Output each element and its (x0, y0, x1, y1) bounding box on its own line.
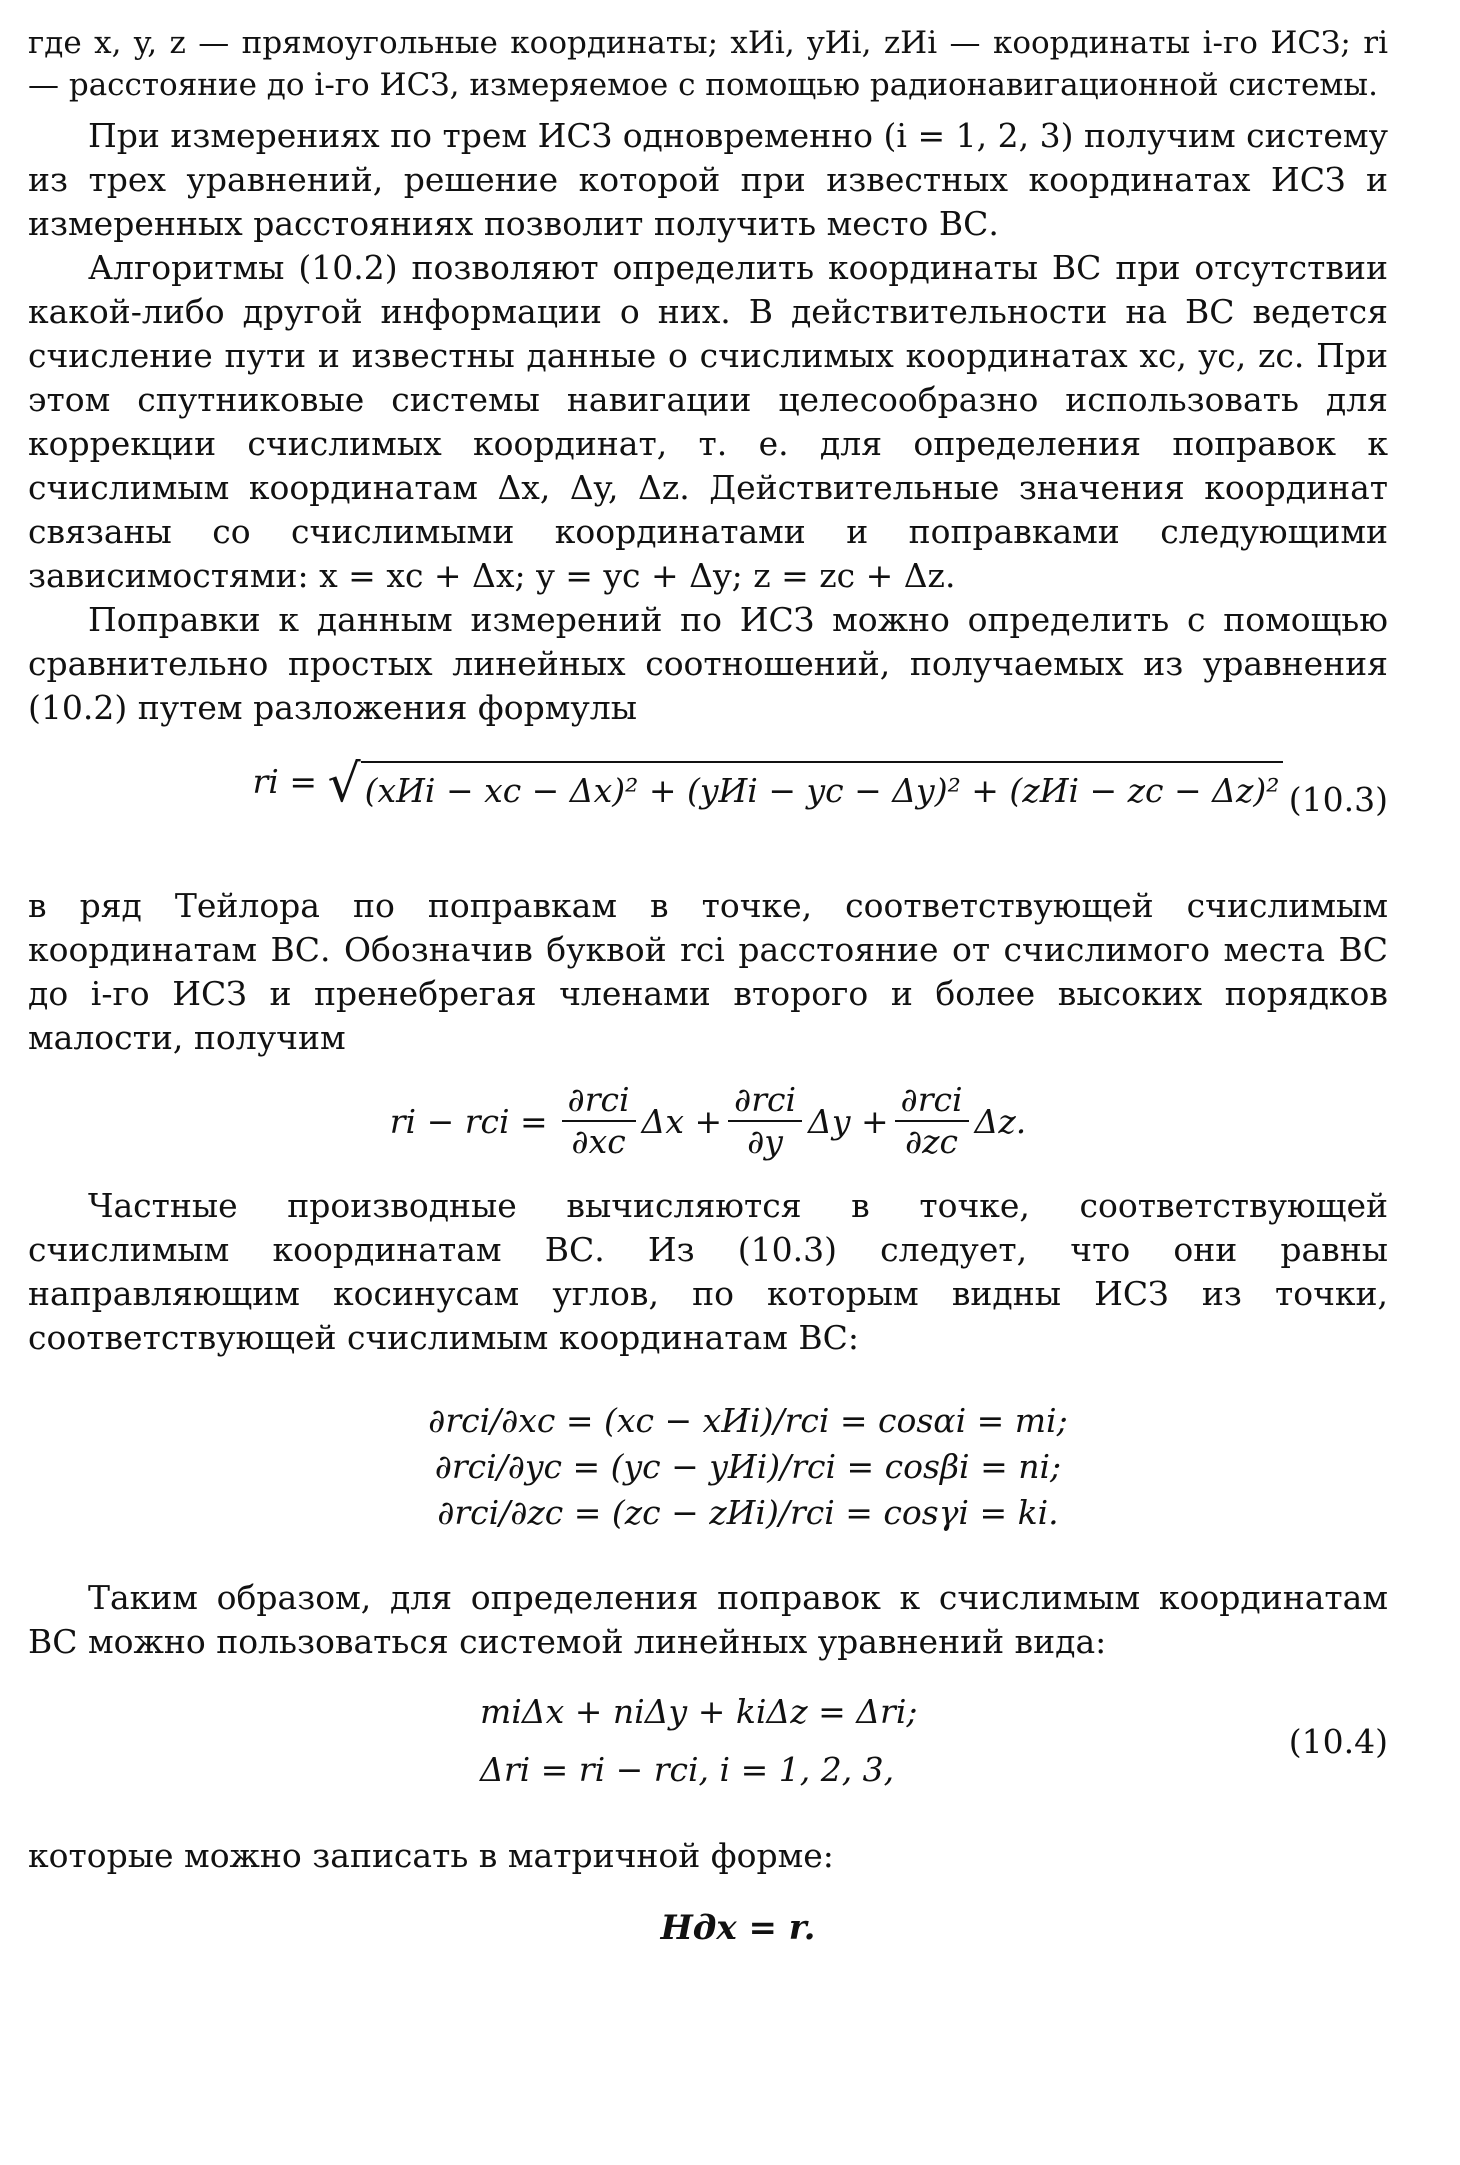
paragraph-partial-derivatives: Частные производные вычисляются в точке, соответствующей счислимым координатам ВС. Из (10.3) следует, что они равны направляющим косинусам углов, по которым видны ИСЗ из точки, соответствующей счислимым координатам ВС: (28, 1186, 1388, 1357)
fraction-numerator: ∂rci (895, 1080, 969, 1122)
taylor-term-1: Δx + (641, 1101, 723, 1141)
cosine-line-x: ∂rci/∂xc = (xc − xИi)/rci = cosαi = mi; (428, 1401, 1068, 1440)
equation-number-10-3: (10.3) (1288, 780, 1388, 819)
fraction-dr-dy (728, 1080, 802, 1162)
paragraph-taylor: в ряд Тейлора по поправкам в точке, соответствующей счислимым координатам ВС. Обозначив буквой rci расстояние от счислимого места ВС до i-го ИСЗ и пренебрегая членами второго и более высоких порядков малости, получим (28, 886, 1388, 1057)
taylor-term-2: Δy + (808, 1101, 889, 1141)
cosine-line-z: ∂rci/∂zc = (zc − zИi)/rci = cosγi = ki. (437, 1493, 1059, 1532)
paragraph-matrix-form: которые можно записать в матричной форме: (28, 1836, 834, 1875)
paragraph-three-satellites: При измерениях по трем ИСЗ одновременно (i = 1, 2, 3) получим систему из трех уравнений, решение которой при известных координатах ИСЗ и измеренных расстояниях позволит получить место ВС. (28, 116, 1388, 243)
paragraph-linear-system: Таким образом, для определения поправок к счислимым координатам ВС можно пользоваться системой линейных уравнений вида: (28, 1578, 1388, 1661)
equation-taylor-expansion (28, 1080, 1388, 1162)
eq-10-3-lhs: ri = (252, 762, 317, 801)
system-line-1: miΔx + niΔy + kiΔz = Δri; (480, 1692, 918, 1731)
system-line-2: Δri = ri − rci, i = 1, 2, 3, (480, 1750, 895, 1789)
fraction-denominator: ∂y (747, 1122, 783, 1161)
taylor-lhs: ri − rci = (389, 1101, 548, 1141)
taylor-term-3: Δz. (974, 1101, 1027, 1141)
matrix-equation-text: Hдx = r. (660, 1908, 816, 1948)
sqrt-sign: √ (xИi − xc − Δx)² + (yИi − yc − Δy)² + (zИi − zc − Δz)² (328, 758, 1284, 810)
matrix-equation (28, 1908, 1388, 1948)
equation-10-4 (28, 1692, 1388, 1802)
equation-number-10-4: (10.4) (1288, 1722, 1388, 1761)
paragraph-corrections: Поправки к данным измерений по ИСЗ можно определить с помощью сравнительно простых линейных соотношений, получаемых из уравнения (10.2) путем разложения формулы (28, 600, 1388, 727)
fraction-numerator: ∂rci (562, 1080, 636, 1122)
fraction-numerator: ∂rci (728, 1080, 802, 1122)
page (28, 22, 1388, 1948)
paragraph-algorithms: Алгоритмы (10.2) позволяют определить координаты ВС при отсутствии какой-либо другой информации о них. В действительности на ВС ведется счисление пути и известны данные о счислимых координатах xc, yc, zc. При этом спутниковые системы навигации целесообразно использовать для коррекции счислимых координат, т. е. для определения поправок к счислимым координатам Δx, Δy, Δz. Действительные значения координат связаны со счислимыми координатами и поправками следующими зависимостями: x = xc + Δx; y = yc + Δy; z = zc + Δz. (28, 248, 1388, 595)
fraction-denominator: ∂xc (571, 1122, 626, 1161)
cosine-line-y: ∂rci/∂yc = (yc − yИi)/rci = cosβi = ni; (434, 1447, 1062, 1486)
direction-cosines-block (28, 1398, 1388, 1536)
eq-10-3-radicand: (xИi − xc − Δx)² + (yИi − yc − Δy)² + (zИi − zc − Δz)² (361, 761, 1284, 810)
fraction-dr-dzc (895, 1080, 969, 1162)
fraction-denominator: ∂zc (905, 1122, 959, 1161)
paragraph-definitions: где x, y, z — прямоугольные координаты; xИi, yИi, zИi — координаты i-го ИСЗ; ri — расстояние до i-го ИСЗ, измеряемое с помощью радионавигационной системы. (28, 25, 1388, 103)
fraction-dr-dxc (562, 1080, 636, 1162)
equation-10-3 (28, 754, 1388, 854)
